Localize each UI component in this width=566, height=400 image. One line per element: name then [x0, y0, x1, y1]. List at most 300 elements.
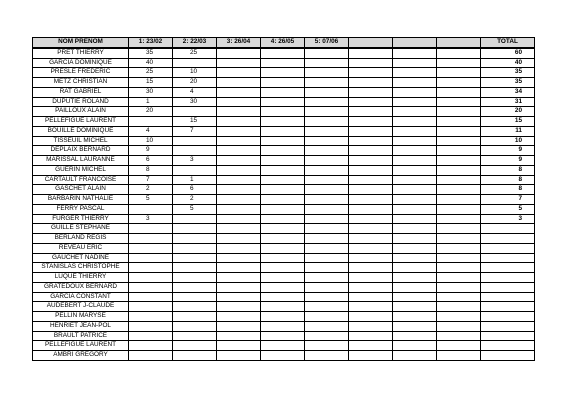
score-cell	[129, 351, 173, 361]
score-cell	[217, 175, 261, 185]
score-cell	[305, 175, 349, 185]
score-cell	[349, 87, 393, 97]
score-cell: 6	[173, 185, 217, 195]
total-cell: 35	[481, 68, 535, 78]
score-cell	[305, 224, 349, 234]
score-cell	[349, 195, 393, 205]
score-cell	[437, 175, 481, 185]
score-cell: 5	[129, 195, 173, 205]
player-name-cell: GUILLE STEPHANE	[33, 224, 129, 234]
score-cell	[217, 263, 261, 273]
table-row	[33, 302, 535, 312]
table-row	[33, 146, 535, 156]
score-cell	[261, 273, 305, 283]
score-cell	[437, 136, 481, 146]
score-cell	[217, 292, 261, 302]
table-row	[33, 165, 535, 175]
column-header-round-5: 5: 07/06	[305, 38, 349, 48]
score-cell	[261, 263, 305, 273]
score-cell	[129, 273, 173, 283]
score-cell	[349, 292, 393, 302]
score-cell	[393, 302, 437, 312]
score-cell	[305, 78, 349, 88]
total-cell: 8	[481, 165, 535, 175]
score-cell	[261, 126, 305, 136]
score-cell	[261, 165, 305, 175]
table-row	[33, 321, 535, 331]
table-row	[33, 97, 535, 107]
score-cell	[173, 321, 217, 331]
total-cell: 3	[481, 214, 535, 224]
score-cell	[305, 165, 349, 175]
score-cell	[173, 214, 217, 224]
score-cell	[305, 48, 349, 58]
player-name-cell: GARCIA CONSTANT	[33, 292, 129, 302]
total-cell	[481, 234, 535, 244]
score-cell	[393, 48, 437, 58]
score-cell	[261, 195, 305, 205]
column-header-name: NOM PRENOM	[33, 38, 129, 48]
score-cell	[217, 107, 261, 117]
score-cell	[349, 136, 393, 146]
score-cell: 2	[173, 195, 217, 205]
score-cell	[305, 243, 349, 253]
score-cell	[261, 156, 305, 166]
total-cell: 40	[481, 58, 535, 68]
player-name-cell: GRATEDOUX BERNARD	[33, 282, 129, 292]
score-cell	[349, 263, 393, 273]
score-cell	[129, 292, 173, 302]
score-cell	[217, 253, 261, 263]
score-cell	[437, 146, 481, 156]
score-cell	[129, 282, 173, 292]
player-name-cell: REVEAU ERIC	[33, 243, 129, 253]
column-header-round-1: 1: 23/02	[129, 38, 173, 48]
score-cell	[305, 107, 349, 117]
table-row	[33, 175, 535, 185]
score-cell	[305, 68, 349, 78]
score-cell	[217, 273, 261, 283]
score-cell	[129, 341, 173, 351]
score-cell	[437, 224, 481, 234]
total-cell: 31	[481, 97, 535, 107]
score-cell	[173, 136, 217, 146]
score-cell	[261, 341, 305, 351]
player-name-cell: PELLIN MARYSE	[33, 312, 129, 322]
score-cell	[305, 136, 349, 146]
score-cell	[437, 58, 481, 68]
score-cell	[173, 165, 217, 175]
player-name-cell: AMBRI GREGORY	[33, 351, 129, 361]
score-cell: 40	[129, 58, 173, 68]
total-cell: 15	[481, 117, 535, 127]
total-cell: 8	[481, 175, 535, 185]
score-cell	[305, 58, 349, 68]
total-cell	[481, 341, 535, 351]
score-cell	[261, 312, 305, 322]
score-cell	[393, 312, 437, 322]
score-cell	[261, 321, 305, 331]
score-cell: 10	[129, 136, 173, 146]
total-cell	[481, 282, 535, 292]
score-cell	[305, 321, 349, 331]
table-row	[33, 253, 535, 263]
score-cell	[393, 234, 437, 244]
score-cell: 3	[173, 156, 217, 166]
table-row	[33, 351, 535, 361]
player-name-cell: GASCHET ALAIN	[33, 185, 129, 195]
score-cell	[217, 165, 261, 175]
score-cell	[217, 87, 261, 97]
score-cell	[305, 331, 349, 341]
player-name-cell: TISSEUIL MICHEL	[33, 136, 129, 146]
score-cell	[261, 292, 305, 302]
score-cell	[437, 126, 481, 136]
score-cell	[349, 48, 393, 58]
score-cell: 1	[129, 97, 173, 107]
score-cell	[129, 321, 173, 331]
column-header-round-4: 4: 26/05	[261, 38, 305, 48]
player-name-cell: PELLEFIGUE LAURENT	[33, 117, 129, 127]
score-cell	[261, 175, 305, 185]
score-cell	[261, 224, 305, 234]
score-cell	[437, 97, 481, 107]
score-cell	[261, 351, 305, 361]
total-cell	[481, 331, 535, 341]
score-cell	[349, 107, 393, 117]
score-cell	[393, 107, 437, 117]
score-cell	[261, 331, 305, 341]
total-cell	[481, 263, 535, 273]
score-cell	[349, 243, 393, 253]
player-name-cell: LUQUE THIERRY	[33, 273, 129, 283]
score-cell	[393, 87, 437, 97]
score-cell	[173, 224, 217, 234]
score-cell	[261, 214, 305, 224]
score-cell	[217, 117, 261, 127]
score-cell	[305, 214, 349, 224]
score-cell	[437, 78, 481, 88]
score-cell	[217, 224, 261, 234]
score-cell	[349, 321, 393, 331]
score-cell	[437, 263, 481, 273]
score-cell	[261, 253, 305, 263]
score-cell	[217, 331, 261, 341]
score-cell	[437, 214, 481, 224]
score-cell	[393, 273, 437, 283]
score-cell	[217, 302, 261, 312]
score-cell	[173, 341, 217, 351]
score-cell	[349, 282, 393, 292]
player-name-cell: HENRIET JEAN-POL	[33, 321, 129, 331]
score-cell	[349, 165, 393, 175]
score-cell: 10	[173, 68, 217, 78]
total-cell: 9	[481, 146, 535, 156]
table-row	[33, 243, 535, 253]
table-row	[33, 214, 535, 224]
score-cell	[217, 185, 261, 195]
total-cell	[481, 312, 535, 322]
score-cell	[217, 351, 261, 361]
score-cell	[393, 156, 437, 166]
table-row	[33, 331, 535, 341]
table-row	[33, 68, 535, 78]
score-cell	[393, 136, 437, 146]
score-cell	[437, 312, 481, 322]
score-cell	[393, 253, 437, 263]
score-cell	[437, 234, 481, 244]
score-cell	[349, 341, 393, 351]
player-name-cell: BERLAND REGIS	[33, 234, 129, 244]
score-cell: 15	[173, 117, 217, 127]
score-cell	[305, 312, 349, 322]
player-name-cell: GAUCHET NADINE	[33, 253, 129, 263]
score-cell	[437, 243, 481, 253]
score-cell: 3	[129, 214, 173, 224]
player-name-cell: RAT GABRIEL	[33, 87, 129, 97]
score-cell	[349, 234, 393, 244]
score-cell	[129, 224, 173, 234]
score-cell	[261, 68, 305, 78]
score-cell	[437, 253, 481, 263]
score-cell	[393, 282, 437, 292]
score-cell: 20	[129, 107, 173, 117]
total-cell	[481, 292, 535, 302]
score-cell: 25	[173, 48, 217, 58]
score-cell	[393, 58, 437, 68]
score-cell	[393, 117, 437, 127]
score-cell: 4	[129, 126, 173, 136]
table-row	[33, 107, 535, 117]
score-cell	[261, 136, 305, 146]
score-cell	[349, 331, 393, 341]
player-name-cell: BRAULT PATRICE	[33, 331, 129, 341]
score-cell	[217, 126, 261, 136]
score-cell	[393, 331, 437, 341]
score-cell	[217, 214, 261, 224]
table-row	[33, 195, 535, 205]
score-cell	[173, 312, 217, 322]
score-cell	[129, 263, 173, 273]
score-cell	[261, 282, 305, 292]
score-cell	[261, 185, 305, 195]
score-cell	[349, 224, 393, 234]
score-cell	[305, 195, 349, 205]
score-cell: 35	[129, 48, 173, 58]
score-cell	[393, 97, 437, 107]
score-cell	[349, 156, 393, 166]
player-name-cell: AUDEBERT J-CLAUDE	[33, 302, 129, 312]
score-cell: 20	[173, 78, 217, 88]
column-header-round-2: 2: 22/03	[173, 38, 217, 48]
score-cell	[393, 195, 437, 205]
score-cell	[173, 263, 217, 273]
score-cell	[393, 263, 437, 273]
score-cell	[217, 312, 261, 322]
table-row	[33, 156, 535, 166]
score-cell	[129, 312, 173, 322]
player-name-cell: STANISLAS CHRISTOPHE	[33, 263, 129, 273]
total-cell	[481, 351, 535, 361]
table-row	[33, 282, 535, 292]
player-name-cell: DUPUTIE ROLAND	[33, 97, 129, 107]
score-cell	[129, 253, 173, 263]
score-cell	[349, 146, 393, 156]
score-cell	[349, 312, 393, 322]
score-cell	[217, 234, 261, 244]
table-row	[33, 312, 535, 322]
score-cell	[129, 117, 173, 127]
table-row	[33, 292, 535, 302]
score-cell	[217, 97, 261, 107]
score-cell	[261, 204, 305, 214]
score-cell	[349, 185, 393, 195]
score-cell	[217, 243, 261, 253]
player-name-cell: BOUILLE DOMINIQUE	[33, 126, 129, 136]
total-cell: 9	[481, 156, 535, 166]
score-cell	[393, 292, 437, 302]
total-cell	[481, 321, 535, 331]
score-cell	[305, 87, 349, 97]
score-cell	[217, 146, 261, 156]
score-cell	[129, 234, 173, 244]
score-cell	[349, 204, 393, 214]
score-cell	[393, 204, 437, 214]
score-cell	[305, 302, 349, 312]
total-cell: 34	[481, 87, 535, 97]
score-cell	[305, 282, 349, 292]
score-cell	[305, 351, 349, 361]
score-cell	[173, 243, 217, 253]
score-cell: 30	[129, 87, 173, 97]
score-cell: 9	[129, 146, 173, 156]
score-cell	[349, 273, 393, 283]
score-cell	[437, 117, 481, 127]
score-cell	[305, 253, 349, 263]
score-cell	[437, 204, 481, 214]
score-cell: 2	[129, 185, 173, 195]
score-cell	[437, 107, 481, 117]
score-cell	[437, 87, 481, 97]
table-row	[33, 341, 535, 351]
player-name-cell: CARTAULT FRANCOISE	[33, 175, 129, 185]
score-cell	[305, 292, 349, 302]
table-row	[33, 204, 535, 214]
score-cell	[437, 351, 481, 361]
total-cell: 11	[481, 126, 535, 136]
player-name-cell: FURGER THIERRY	[33, 214, 129, 224]
player-name-cell: PRESLE FREDERIC	[33, 68, 129, 78]
column-header-total: TOTAL	[481, 38, 535, 48]
column-header-blank-6	[349, 38, 393, 48]
total-cell	[481, 224, 535, 234]
score-cell	[349, 351, 393, 361]
score-cell	[217, 341, 261, 351]
total-cell	[481, 302, 535, 312]
table-row	[33, 185, 535, 195]
score-cell: 4	[173, 87, 217, 97]
score-cell	[305, 273, 349, 283]
score-cell	[437, 165, 481, 175]
score-cell	[393, 126, 437, 136]
score-cell	[173, 146, 217, 156]
score-cell	[349, 302, 393, 312]
score-cell	[217, 195, 261, 205]
score-cell	[217, 321, 261, 331]
score-cell	[393, 68, 437, 78]
table-row	[33, 87, 535, 97]
score-cell	[261, 87, 305, 97]
score-cell	[393, 146, 437, 156]
score-cell	[437, 341, 481, 351]
score-cell: 8	[129, 165, 173, 175]
score-cell	[437, 195, 481, 205]
column-header-blank-7	[393, 38, 437, 48]
table-row	[33, 224, 535, 234]
table-row	[33, 58, 535, 68]
column-header-round-3: 3: 26/04	[217, 38, 261, 48]
score-cell	[129, 302, 173, 312]
score-cell	[349, 97, 393, 107]
score-cell	[129, 331, 173, 341]
player-name-cell: MARISSAL LAURANNE	[33, 156, 129, 166]
score-cell	[261, 146, 305, 156]
total-cell	[481, 273, 535, 283]
score-cell	[261, 234, 305, 244]
score-cell	[349, 78, 393, 88]
player-name-cell: GUERIN MICHEL	[33, 165, 129, 175]
score-cell: 15	[129, 78, 173, 88]
score-cell	[305, 341, 349, 351]
score-cell	[173, 292, 217, 302]
table-row	[33, 234, 535, 244]
score-cell	[261, 97, 305, 107]
total-cell: 8	[481, 185, 535, 195]
score-cell	[261, 302, 305, 312]
score-cell	[217, 58, 261, 68]
score-cell	[437, 331, 481, 341]
score-cell	[393, 224, 437, 234]
score-cell: 7	[129, 175, 173, 185]
player-name-cell: PELLEFIGUE LAURENT	[33, 341, 129, 351]
table-row	[33, 136, 535, 146]
score-cell	[173, 351, 217, 361]
score-cell	[261, 107, 305, 117]
table-row	[33, 117, 535, 127]
score-cell	[173, 107, 217, 117]
score-cell: 7	[173, 126, 217, 136]
total-cell: 60	[481, 48, 535, 58]
score-cell	[393, 214, 437, 224]
score-cell	[393, 321, 437, 331]
score-cell	[129, 204, 173, 214]
score-cell	[305, 117, 349, 127]
score-cell	[173, 331, 217, 341]
score-cell	[437, 185, 481, 195]
score-cell	[393, 243, 437, 253]
total-cell: 5	[481, 204, 535, 214]
score-cell	[305, 126, 349, 136]
score-cell: 6	[129, 156, 173, 166]
total-cell	[481, 243, 535, 253]
score-cell	[217, 204, 261, 214]
score-cell	[349, 126, 393, 136]
score-cell	[217, 156, 261, 166]
score-cell	[437, 68, 481, 78]
score-cell	[349, 253, 393, 263]
score-cell	[393, 175, 437, 185]
table-row	[33, 48, 535, 58]
